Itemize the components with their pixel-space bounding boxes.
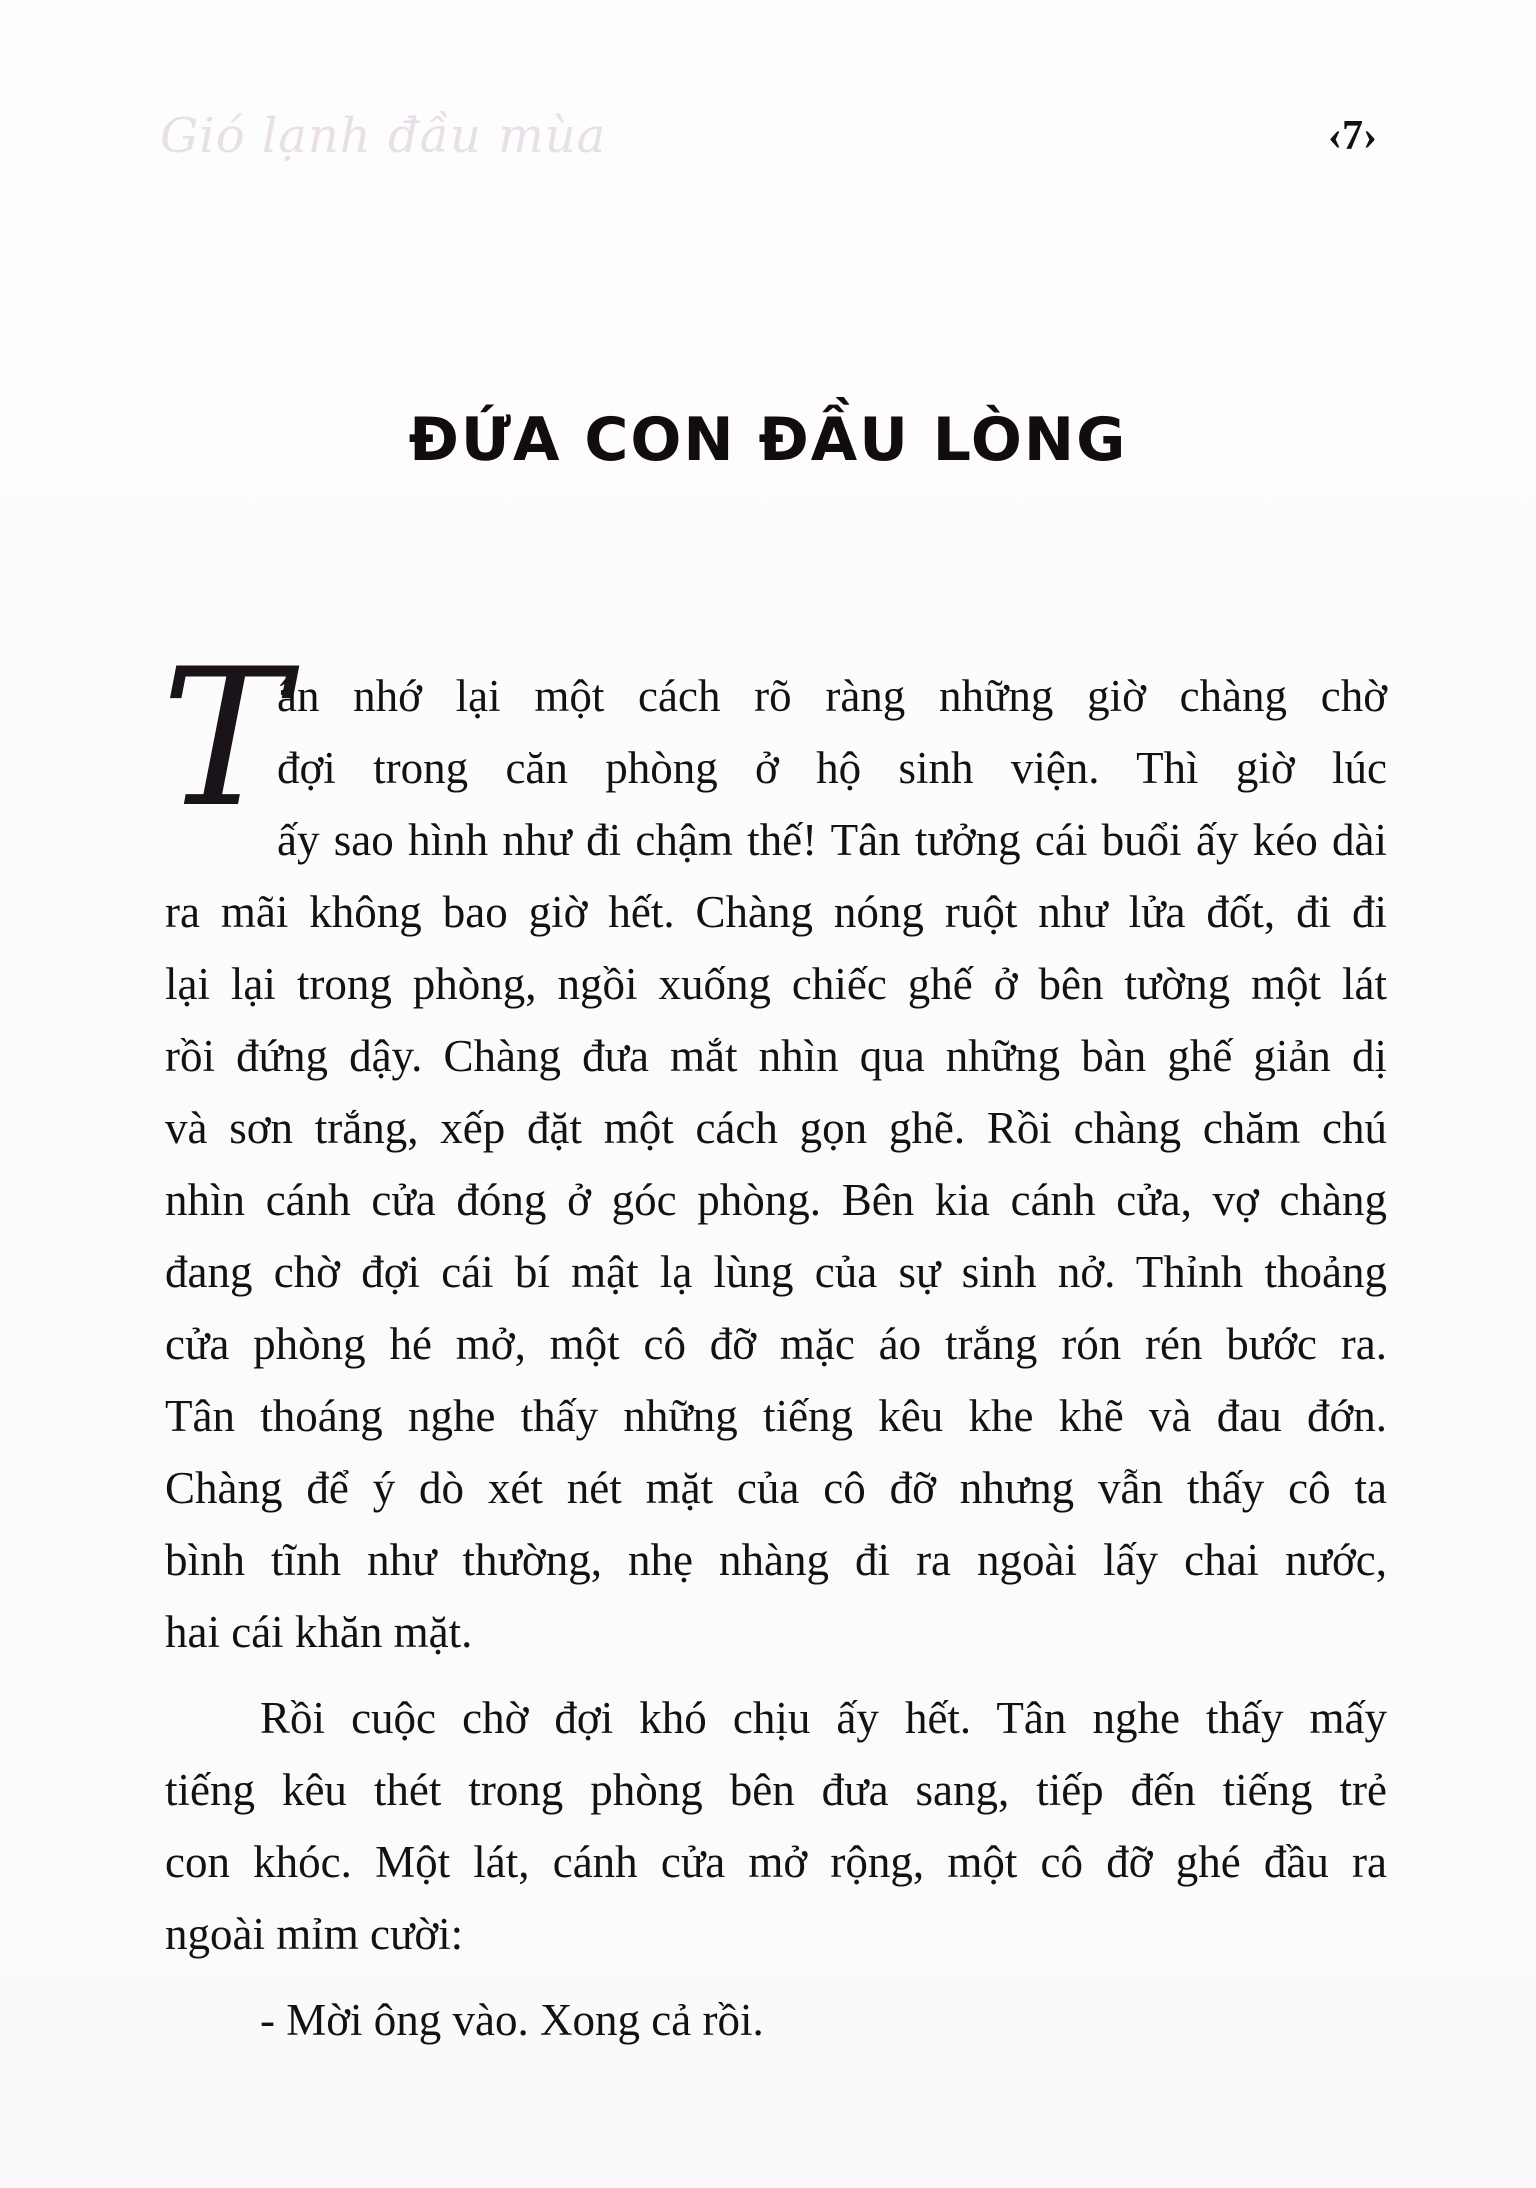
bleed-through-decoration — [250, 260, 1480, 704]
paragraph-2 — [165, 1682, 1387, 1970]
body-text — [161, 628, 1387, 2056]
text-line: Chàng để ý dò xét nét mặt của cô đỡ nhưng vẫn thấy cô ta — [165, 1463, 1387, 1513]
text-line: nhìn cánh cửa đóng ở góc phòng. Bên kia cánh cửa, vợ chàng — [165, 1175, 1387, 1225]
running-head: Gió lạnh đầu mùa — [160, 108, 607, 164]
text-line: và sơn trắng, xếp đặt một cách gọn ghẽ. Rồi chàng chăm chú — [165, 1103, 1387, 1153]
text-line: tiếng kêu thét trong phòng bên đưa sang, tiếp đến tiếng trẻ — [165, 1765, 1387, 1815]
text-line: Tân thoáng nghe thấy những tiếng kêu khe khẽ và đau đớn. — [165, 1391, 1387, 1441]
text-line: Rồi cuộc chờ đợi khó chịu ấy hết. Tân nghe thấy mấy — [260, 1693, 1387, 1743]
text-line: rồi đứng dậy. Chàng đưa mắt nhìn qua những bàn ghế giản dị — [165, 1031, 1387, 1081]
text-line: bình tĩnh như thường, nhẹ nhàng đi ra ngoài lấy chai nước, — [165, 1535, 1387, 1585]
text-line: ra mãi không bao giờ hết. Chàng nóng ruột như lửa đốt, đi đi — [165, 887, 1387, 937]
text-line: ngoài mỉm cười: — [165, 1909, 464, 1959]
page-number: ‹7› — [1328, 113, 1377, 159]
text-line: ân nhớ lại một cách rõ ràng những giờ chàng chờ — [277, 671, 1387, 721]
text-line: đang chờ đợi cái bí mật lạ lùng của sự sinh nở. Thỉnh thoảng — [165, 1247, 1387, 1297]
text-line: đợi trong căn phòng ở hộ sinh viện. Thì giờ lúc — [277, 743, 1387, 793]
chapter-title: ĐỨA CON ĐẦU LÒNG — [408, 405, 1128, 475]
dialogue-line — [165, 1984, 1387, 2056]
text-line: cửa phòng hé mở, một cô đỡ mặc áo trắng rón rén bước ra. — [165, 1319, 1387, 1369]
text-line: ấy sao hình như đi chậm thế! Tân tưởng cái buổi ấy kéo dài — [277, 815, 1387, 865]
text-line: lại lại trong phòng, ngồi xuống chiếc ghế ở bên tường một lát — [165, 959, 1387, 1009]
text-line: con khóc. Một lát, cánh cửa mở rộng, một cô đỡ ghé đầu ra — [165, 1837, 1387, 1887]
drop-cap: T — [161, 628, 288, 849]
paragraph-1 — [161, 628, 1387, 1668]
dialogue-text: - Mời ông vào. Xong cả rồi. — [260, 1995, 764, 2045]
text-line: hai cái khăn mặt. — [165, 1607, 473, 1657]
